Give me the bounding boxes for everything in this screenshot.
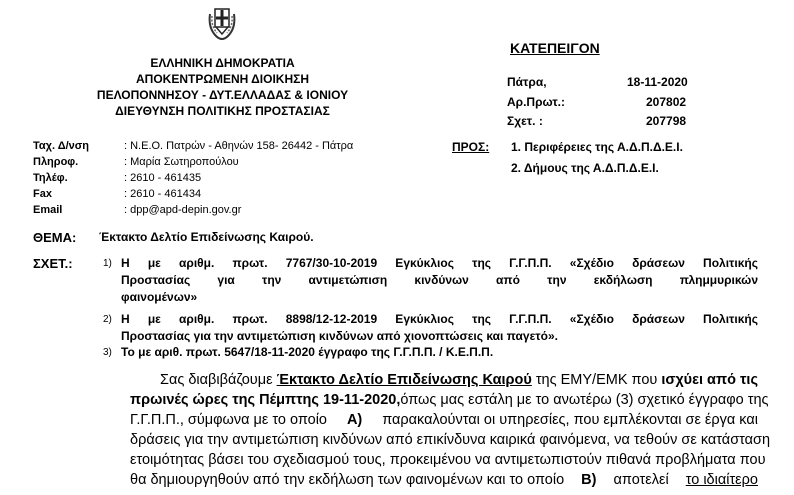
reference-2-line-1: Η με αριθμ. πρωτ. 8898/12-12-2019 Εγκύκλιος της Γ.Γ.Π.Π. «Σχέδιο δράσεων Πολιτικής — [121, 312, 758, 326]
reference-1-number: 1) — [103, 258, 112, 269]
body-line-2 — [130, 390, 769, 410]
contact-label-email: Email — [33, 204, 63, 216]
body-line-4: δράσεις για την αντιμετώπιση κινδύνων από επικίνδυνα καιρικά φαινόμενα, να τεθούν σε κατάσταση — [130, 432, 771, 448]
subject-text: Έκτακτο Δελτίο Επιδείνωσης Καιρού. — [99, 230, 314, 244]
reference-1-line-3: φαινομένων» — [121, 290, 198, 304]
reference-3-number: 3) — [103, 347, 112, 358]
body-emphasis: Έκτακτο Δελτίο Επιδείνωσης Καιρού — [276, 372, 532, 388]
contact-value-info: : Μαρία Σωτηροπούλου — [124, 156, 239, 168]
recipients-label: ΠΡΟΣ: — [452, 140, 490, 154]
reference-3-line-1: Το με αριθ. πρωτ. 5647/18-11-2020 έγγραφο της Γ.Γ.Π.Π. / Κ.Ε.Π.Π. — [121, 345, 494, 359]
meta-label-protocol: Αρ.Πρωτ.: — [507, 95, 566, 109]
reference-2-number: 2) — [103, 314, 112, 325]
body-line-1 — [160, 370, 758, 390]
meta-value-protocol: 207802 — [646, 95, 687, 109]
subject-label: ΘΕΜΑ: — [33, 230, 77, 245]
meta-label-city: Πάτρα, — [507, 75, 547, 89]
contact-value-address: : Ν.Ε.Ο. Πατρών - Αθηνών 158- 26442 - Πάτρα — [124, 140, 354, 152]
contact-label-fax: Fax — [33, 188, 52, 200]
recipient-1: 1. Περιφέρειες της Α.Δ.Π.Δ.Ε.Ι. — [511, 140, 683, 154]
body-text: Γ.Γ.Π.Π., σύμφωνα με το οποίο — [130, 412, 327, 428]
body-line-3 — [130, 410, 758, 430]
body-text: αποτελεί — [613, 472, 669, 488]
contact-value-fax: : 2610 - 461434 — [124, 188, 202, 200]
body-line-5: ετοιμότητας βάσει του σχεδιασμού τους, προκειμένου να αντιμετωπιστούν πιθανά προβλήματα που — [130, 452, 766, 468]
org-line-2: ΑΠΟΚΕΝΤΡΩΜΕΝΗ ΔΙΟΙΚΗΣΗ — [135, 72, 309, 86]
urgent-label: ΚΑΤΕΠΕΙΓΟΝ — [510, 40, 600, 56]
body-text: θα δημιουργηθούν από την εκδήλωση των φαινομένων και το οποίο — [130, 472, 565, 488]
body-emphasis: ισχύει από τις — [661, 372, 758, 388]
meta-value-related: 207798 — [646, 114, 687, 128]
body-text: όπως μας εστάλη με το ανωτέρω (3) σχετικό έγγραφο της — [400, 392, 769, 408]
references-label: ΣΧΕΤ.: — [33, 256, 73, 271]
body-emphasis: Α) — [346, 412, 363, 428]
body-line-6 — [130, 470, 758, 490]
org-line-4: ΔΙΕΥΘΥΝΣΗ ΠΟΛΙΤΙΚΗΣ ΠΡΟΣΤΑΣΙΑΣ — [115, 104, 330, 118]
contact-value-email: : dpp@apd-depin.gov.gr — [124, 204, 242, 216]
body-text: παρακαλούνται οι υπηρεσίες, που εμπλέκονται σε έργα και — [382, 412, 758, 428]
reference-2-line-2: Προστασίας για την αντιμετώπιση κινδύνων από χιονοπτώσεις και παγετό». — [121, 329, 558, 343]
contact-label-info: Πληροφ. — [33, 156, 79, 168]
reference-1-line-1: Η με αριθμ. πρωτ. 7767/30-10-2019 Εγκύκλιος της Γ.Γ.Π.Π. «Σχέδιο δράσεων Πολιτικής — [121, 256, 758, 270]
body-emphasis: το ιδιαίτερο — [685, 472, 758, 488]
meta-value-date: 18-11-2020 — [627, 75, 688, 89]
org-line-1: ΕΛΛΗΝΙΚΗ ΔΗΜΟΚΡΑΤΙΑ — [150, 56, 295, 70]
body-emphasis: Β) — [581, 472, 597, 488]
contact-label-phone: Τηλέφ. — [33, 172, 68, 184]
reference-1-line-2: Προστασίας για την αντιμετώπιση κινδύνων από την εκδήλωση πλημμυρικών — [121, 273, 758, 287]
contact-label-address: Ταχ. Δ/νση — [33, 140, 90, 152]
org-line-3: ΠΕΛΟΠΟΝΝΗΣΟΥ - ΔΥΤ.ΕΛΛΑΔΑΣ & ΙΟΝΙΟΥ — [96, 88, 349, 102]
body-text: Σας διαβιβάζουμε — [160, 372, 273, 388]
body-text: της ΕΜΥ/ΕΜΚ που — [535, 372, 658, 388]
recipient-2: 2. Δήμους της Α.Δ.Π.Δ.Ε.Ι. — [511, 161, 659, 175]
coat-of-arms-emblem — [204, 4, 240, 44]
body-emphasis: πρωινές ώρες της Πέμπτης 19-11-2020, — [130, 392, 401, 408]
contact-value-phone: : 2610 - 461435 — [124, 172, 202, 184]
meta-label-related: Σχετ. : — [507, 114, 543, 128]
